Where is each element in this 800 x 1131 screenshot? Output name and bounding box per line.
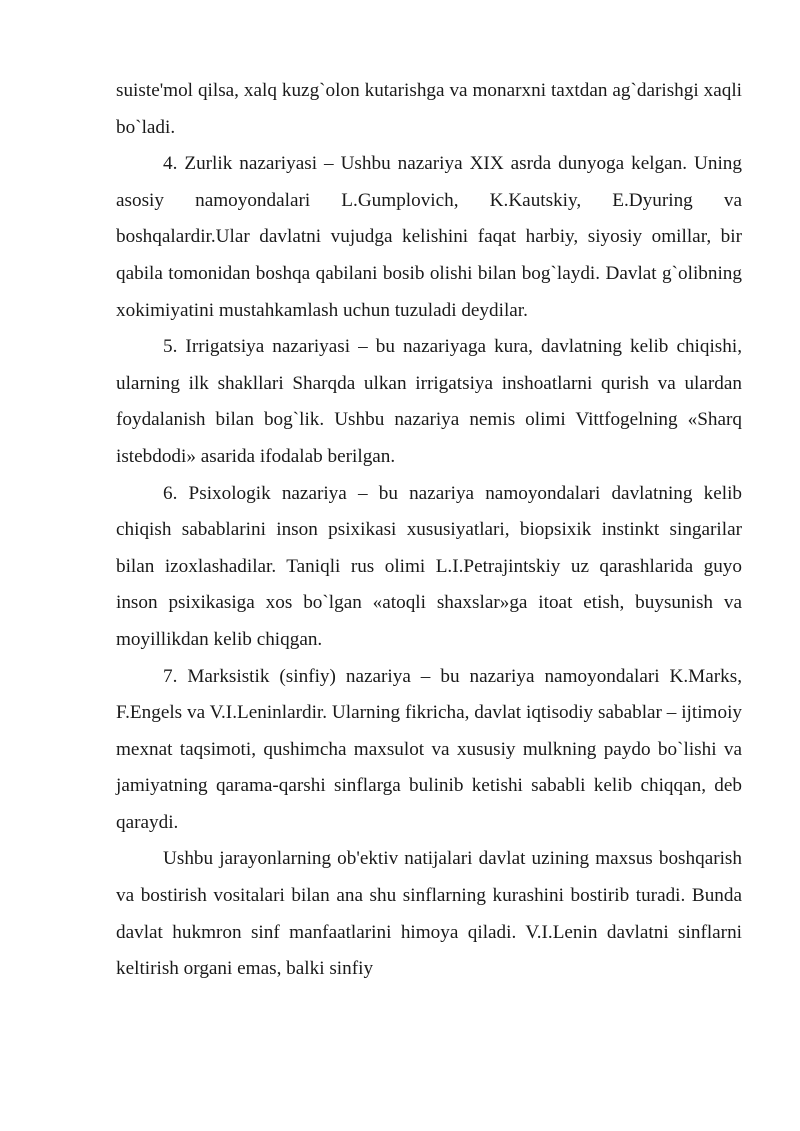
paragraph-class-struggle: Ushbu jarayonlarning ob'ektiv natijalari davlat uzining maxsus boshqarish va bostirish vositalari bilan ana shu sinflarning kurashini bostirib turadi. Bunda davlat hukmron sinf manfaatlarini himoya qiladi. V.I.Lenin davlatni sinflarni keltirish organi emas, balki sinfiy	[116, 848, 742, 980]
paragraph-continuation: suiste'mol qilsa, xalq kuzg`olon kutarishga va monarxni taxtdan ag`darishgi xaqli bo`ladi.	[116, 80, 742, 138]
paragraph-psychological-theory: 6. Psixologik nazariya – bu nazariya namoyondalari davlatning kelib chiqish sabablarini inson psixikasi xususiyatlari, biopsixik instinkt singarilar bilan izoxlashadilar. Taniqli rus olimi L.I.Petrajintskiy uz qarashlarida guyo inson psixikasiga xos bo`lgan «atoqli shaxslar»ga itoat etish, buysunish va moyillikdan kelib chiqgan.	[116, 482, 742, 650]
document-page	[116, 73, 742, 988]
paragraph-irrigation-theory: 5. Irrigatsiya nazariyasi – bu nazariyaga kura, davlatning kelib chiqishi, ularning ilk shakllari Sharqda ulkan irrigatsiya inshoatlarni qurish va ulardan foydalanish bilan bog`lik. Ushbu nazariya nemis olimi Vittfogelning «Sharq istebdodi» asarida ifodalab berilgan.	[116, 336, 742, 467]
paragraph-marxist-theory: 7. Marksistik (sinfiy) nazariya – bu nazariya namoyondalari K.Marks, F.Engels va V.I.Leninlardir. Ularning fikricha, davlat iqtisodiy sabablar – ijtimoiy mexnat taqsimoti, qushimcha maxsulot va xususiy mulkning paydo bo`lishi va jamiyatning qarama-qarshi sinflarga bulinib ketishi sababli kelib chiqqan, deb qaraydi.	[116, 665, 742, 833]
paragraph-force-theory: 4. Zurlik nazariyasi – Ushbu nazariya XIX asrda dunyoga kelgan. Uning asosiy namoyondalari L.Gumplovich, K.Kautskiy, E.Dyuring va boshqalardir.Ular davlatni vujudga kelishini faqat harbiy, siyosiy omillar, bir qabila tomonidan boshqa qabilani bosib olishi bilan bog`laydi. Davlat g`olibning xokimiyatini mustahkamlash uchun tuzuladi deydilar.	[116, 153, 742, 321]
